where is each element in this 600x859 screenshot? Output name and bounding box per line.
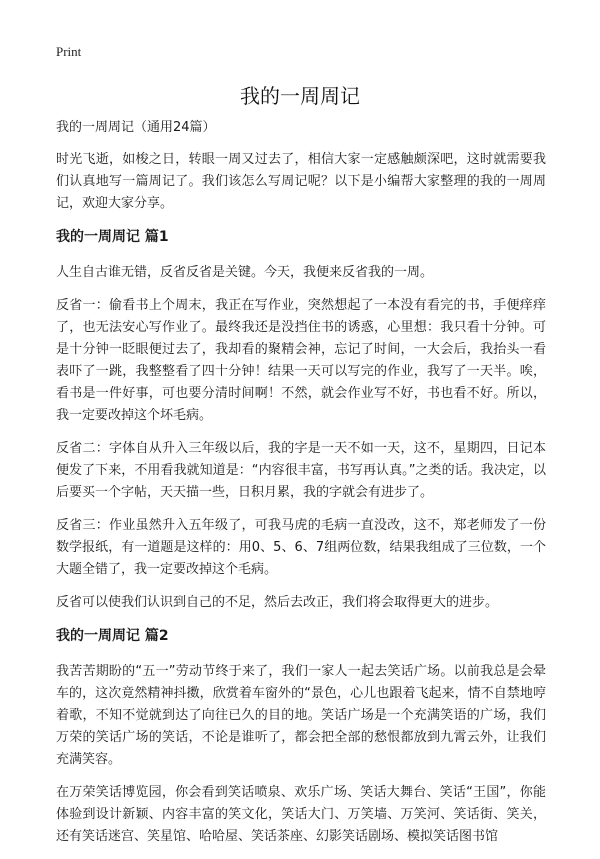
section-1-paragraph-2: 反省一：偷看书上个周末，我正在写作业，突然想起了一本没有看完的书，手便痒痒了，也无法安心写作业了。最终我还是没挡住书的诱惑，心里想：我只看十分钟。可是十分钟一眨眼便过去了，我却看的聚精会神，忘记了时间，一大会后，我抬头一看表吓了一跳，我整整看了四十分钟！结果一天可以写完的作业，我写了一天半。唉，看书是一件好事，可也要分清时间啊！不然，就会作业写不好，书也看不好。所以，我一定要改掉这个坏毛病。 — [56, 298, 546, 423]
document-body — [56, 118, 546, 859]
section-1-paragraph-3: 反省二：字体自从升入三年级以后，我的字是一天不如一天，这不，星期四，日记本便发了下来，不用看我就知道是：“内容很丰富，书写再认真。”之类的话。我决定，以后要买一个字帖，天天描一些，日积月累，我的字就会有进步了。 — [56, 441, 546, 500]
page-title: 我的一周周记 — [240, 84, 360, 108]
section-1-paragraph-4: 反省三：作业虽然升入五年级了，可我马虎的毛病一直没改，这不，郑老师发了一份数学报纸，有一道题是这样的：用0、5、6、7组两位数，结果我组成了三位数，一个大题全错了，我一定要改掉这个毛病。 — [56, 518, 546, 577]
section-heading-1: 我的一周周记 篇1 — [56, 229, 169, 245]
section-1-paragraph-5: 反省可以使我们认识到自己的不足，然后去改正，我们将会取得更大的进步。 — [56, 595, 499, 610]
section-heading-2: 我的一周周记 篇2 — [56, 628, 169, 644]
section-1-paragraph-1: 人生自古谁无错，反省反省是关键。今天，我便来反省我的一周。 — [56, 265, 434, 280]
section-2-paragraph-1: 我苦苦期盼的“五一”劳动节终于来了，我们一家人一起去笑话广场。以前我总是会晕车的，这次竟然精神抖擞，欣赏着车窗外的“景色，心儿也跟着飞起来，情不自禁地哼着歌，不知不觉就到达了向往已久的目的地。笑话广场是一个充满笑语的广场，我们万荣的笑话广场的笑话，不论是谁听了，都会把全部的愁恨都放到九霄云外，让我们充满笑容。 — [56, 664, 546, 767]
section-2-paragraph-2: 在万荣笑话博览园，你会看到笑话喷泉、欢乐广场、笑话大舞台、笑话“王国”，你能体验到设计新颖、内容丰富的笑文化，笑话大门、万笑墙、万笑河、笑话街、笑关，还有笑话迷宫、笑星馆、哈哈屋、笑话茶座、幻影笑话剧场、模拟笑话图书馆 — [56, 785, 546, 844]
intro-paragraph: 时光飞逝，如梭之日，转眼一周又过去了，相信大家一定感触颇深吧，这时就需要我们认真地写一篇周记了。我们该怎么写周记呢？以下是小编帮大家整理的我的一周周记，欢迎大家分享。 — [56, 152, 546, 211]
document-subtitle: 我的一周周记（通用24篇） — [56, 120, 216, 135]
print-link[interactable]: Print — [56, 44, 82, 59]
